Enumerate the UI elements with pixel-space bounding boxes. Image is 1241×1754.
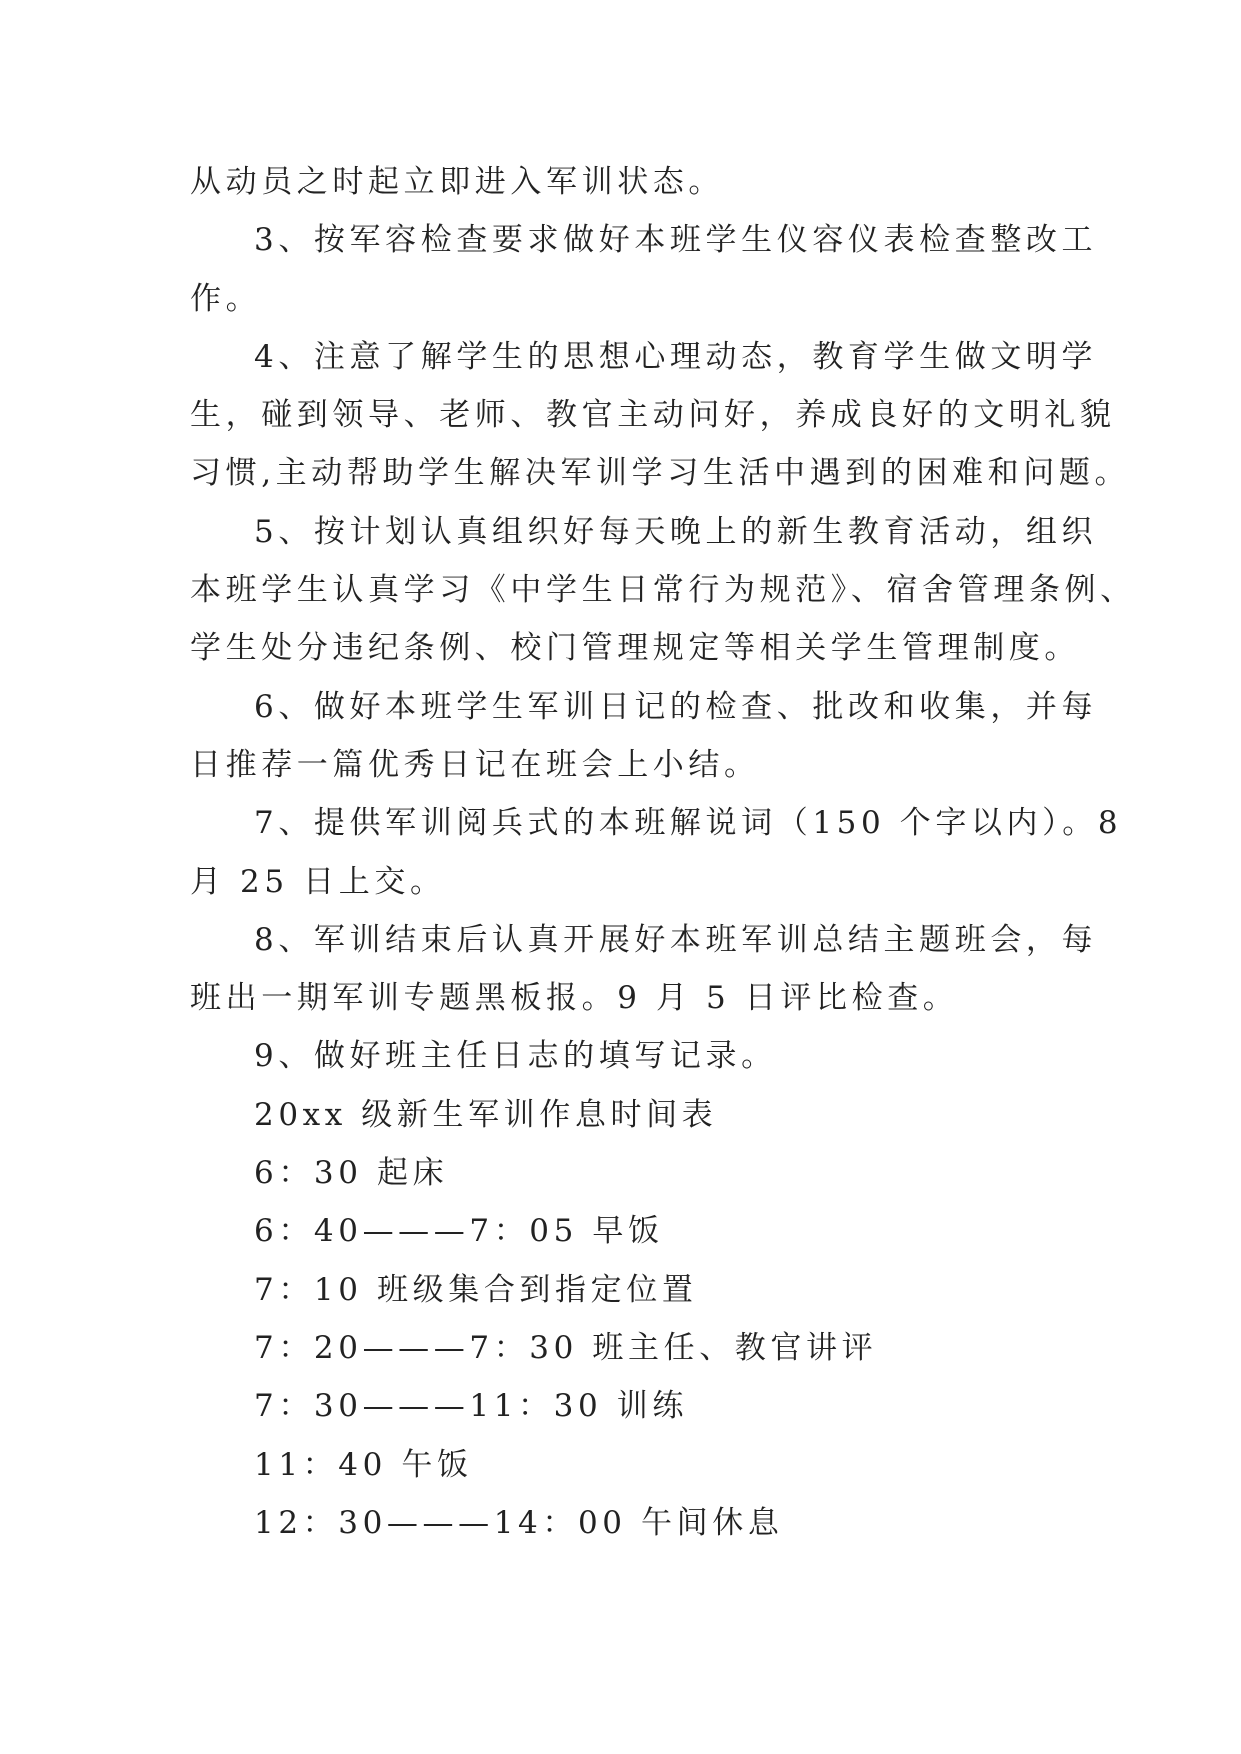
schedule-title: 20xx 级新生军训作息时间表: [254, 1096, 718, 1133]
schedule-item: 11：40 午饭: [254, 1446, 473, 1483]
text-line: 班出一期军训专题黑板报。9 月 5 日评比检查。: [190, 980, 959, 1017]
text-line: 学生处分违纪条例、校门管理规定等相关学生管理制度。: [190, 630, 1080, 667]
text-line: 5、按计划认真组织好每天晚上的新生教育活动，组织: [254, 513, 1098, 550]
body-text: [190, 153, 1136, 1552]
schedule-item: 7：20———7：30 班主任、教官讲评: [254, 1329, 878, 1366]
schedule-item: 6：30 起床: [254, 1155, 449, 1192]
text-line: 日推荐一篇优秀日记在班会上小结。: [190, 746, 760, 783]
text-line: 8、军训结束后认真开展好本班军训总结主题班会，每: [254, 921, 1098, 958]
text-line: 3、按军容检查要求做好本班学生仪容仪表检查整改工: [254, 222, 1098, 259]
text-line: 6、做好本班学生军训日记的检查、批改和收集，并每: [254, 688, 1098, 725]
schedule-item: 12：30———14：00 午间休息: [254, 1504, 784, 1541]
schedule-item: 7：10 班级集合到指定位置: [254, 1271, 698, 1308]
text-line: 本班学生认真学习《中学生日常行为规范》、宿舍管理条例、: [190, 572, 1136, 609]
text-line: 习惯,主动帮助学生解决军训学习生活中遇到的困难和问题。: [190, 455, 1131, 492]
text-line: 月 25 日上交。: [190, 863, 446, 900]
text-line: 生，碰到领导、老师、教官主动问好，养成良好的文明礼貌: [190, 397, 1116, 434]
schedule-item: 7：30———11：30 训练: [254, 1388, 688, 1425]
text-line: 4、注意了解学生的思想心理动态，教育学生做文明学: [254, 338, 1098, 375]
text-line: 9、做好班主任日志的填写记录。: [254, 1038, 777, 1075]
text-line: 7、提供军训阅兵式的本班解说词（150 个字以内）。8: [254, 805, 1123, 842]
text-line: 从动员之时起立即进入军训状态。: [190, 164, 724, 200]
schedule-item: 6：40———7：05 早饭: [254, 1213, 664, 1250]
text-line: 作。: [190, 280, 262, 317]
